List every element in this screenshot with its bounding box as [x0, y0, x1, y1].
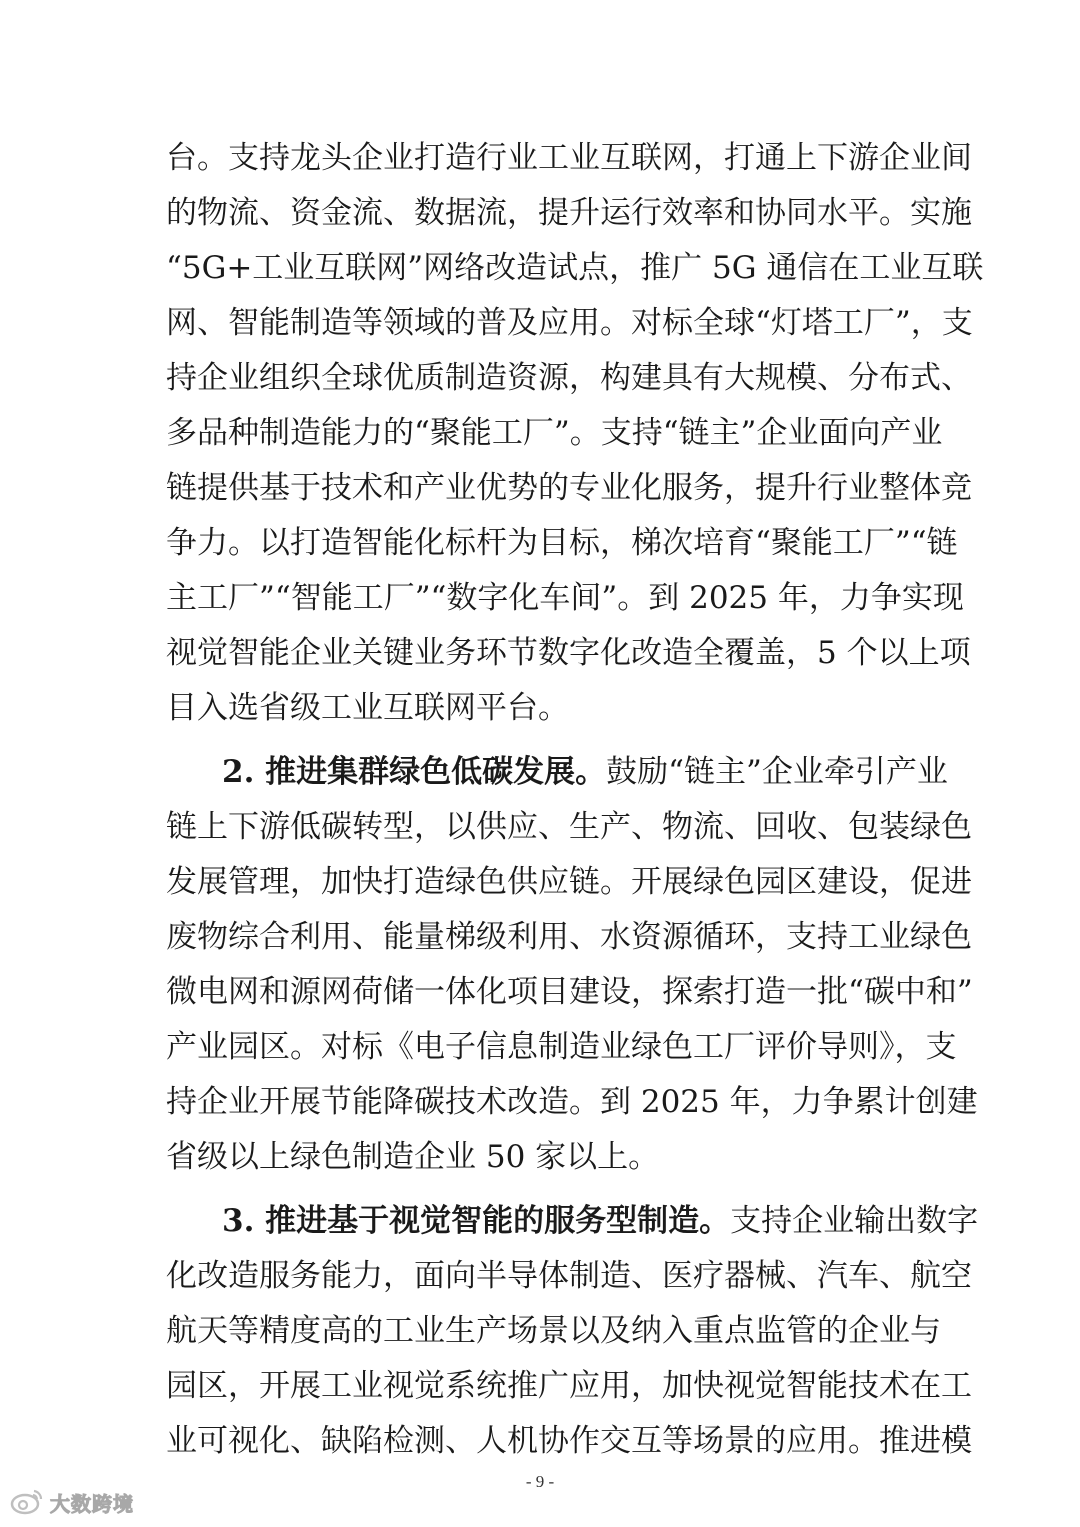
weibo-eye-logo-icon: [10, 1488, 44, 1516]
text-line: 链上下游低碳转型，以供应、生产、物流、回收、包装绿色: [166, 809, 972, 845]
text-line: 主工厂”“智能工厂”“数字化车间”。到 2025 年，力争实现: [166, 580, 964, 616]
text-line: 化改造服务能力，面向半导体制造、医疗器械、汽车、航空: [166, 1258, 972, 1294]
text-line: 微电网和源网荷储一体化项目建设，探索打造一批“碳中和”: [166, 974, 973, 1010]
text-line: 园区，开展工业视觉系统推广应用，加快视觉智能技术在工: [166, 1368, 972, 1404]
text-line: “5G+工业互联网”网络改造试点，推广 5G 通信在工业互联: [166, 250, 984, 286]
text-line: 持企业开展节能降碳技术改造。到 2025 年，力争累计创建: [166, 1084, 978, 1120]
section-heading: 3. 推进基于视觉智能的服务型制造。: [222, 1203, 731, 1239]
paragraph-first-line: [222, 1197, 979, 1245]
watermark-text: 大数跨境: [50, 1491, 134, 1516]
heading-continuation: 鼓励“链主”企业牵引产业: [606, 754, 948, 790]
page-number: - 9 -: [525, 1472, 555, 1491]
text-line: 持企业组织全球优质制造资源，构建具有大规模、分布式、: [166, 360, 972, 396]
text-line: 产业园区。对标《电子信息制造业绿色工厂评价导则》，支: [166, 1029, 957, 1065]
text-line: 航天等精度高的工业生产场景以及纳入重点监管的企业与: [166, 1313, 941, 1349]
text-line: 争力。以打造智能化标杆为目标，梯次培育“聚能工厂”“链: [166, 525, 958, 561]
text-line: 的物流、资金流、数据流，提升运行效率和协同水平。实施: [166, 195, 972, 231]
text-line: 链提供基于技术和产业优势的专业化服务，提升行业整体竞: [166, 470, 972, 506]
text-line: 发展管理，加快打造绿色供应链。开展绿色园区建设，促进: [166, 864, 972, 900]
text-line: 视觉智能企业关键业务环节数字化改造全覆盖，5 个以上项: [166, 635, 971, 671]
heading-continuation: 支持企业输出数字: [730, 1203, 979, 1239]
text-line: 台。支持龙头企业打造行业工业互联网，打通上下游企业间: [166, 140, 972, 176]
text-line: 网、智能制造等领域的普及应用。对标全球“灯塔工厂”，支: [166, 305, 973, 341]
text-line: 业可视化、缺陷检测、人机协作交互等场景的应用。推进模: [166, 1423, 972, 1459]
watermark: [10, 1486, 134, 1518]
section-heading: 2. 推进集群绿色低碳发展。: [222, 754, 607, 790]
text-line: 废物综合利用、能量梯级利用、水资源循环，支持工业绿色: [166, 919, 972, 955]
text-line: 省级以上绿色制造企业 50 家以上。: [166, 1139, 660, 1175]
text-line: 多品种制造能力的“聚能工厂”。支持“链主”企业面向产业: [166, 415, 943, 451]
paragraph-first-line: [222, 748, 948, 796]
text-line: 目入选省级工业互联网平台。: [166, 690, 569, 726]
